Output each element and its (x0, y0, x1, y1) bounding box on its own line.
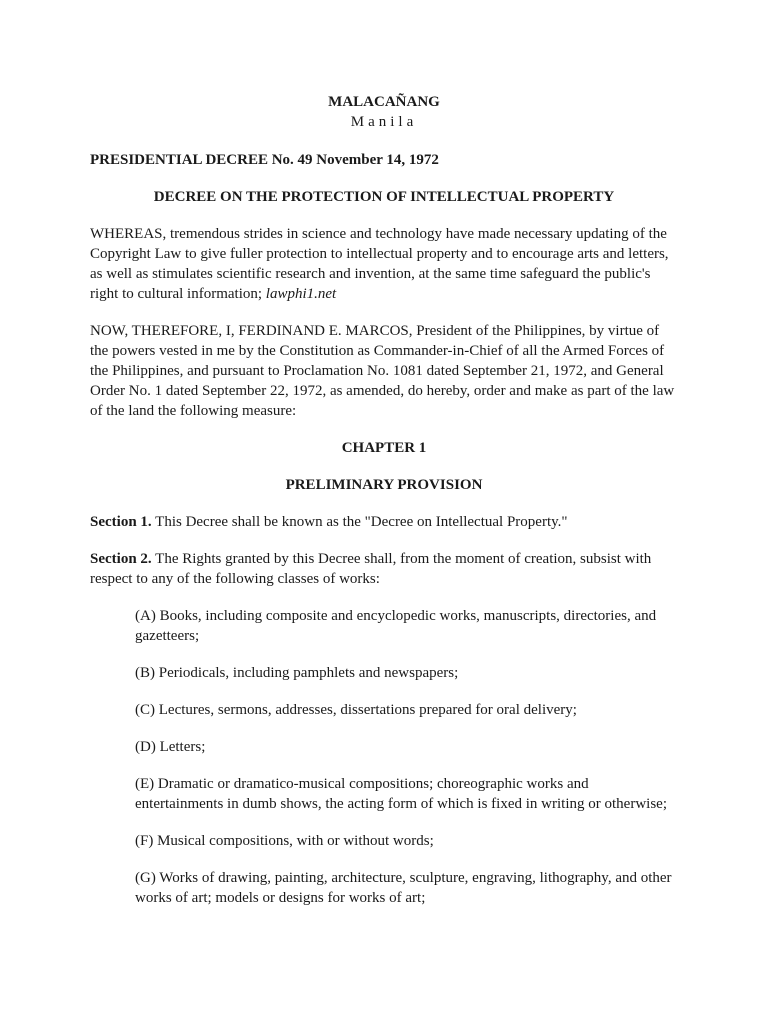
section-2-text: The Rights granted by this Decree shall, from the moment of creation, subsist with respect to any of the following classes of works: (90, 551, 652, 587)
works-item-a: (A) Books, including composite and encyclopedic works, manuscripts, directories, and gazetteers; (135, 608, 657, 644)
works-item-f: (F) Musical compositions, with or without words; (135, 833, 434, 849)
header-subtitle: Manila (350, 114, 418, 130)
chapter-title: PRELIMINARY PROVISION (285, 477, 483, 493)
works-item-b: (B) Periodicals, including pamphlets and newspapers; (135, 665, 459, 681)
section-1-text: This Decree shall be known as the "Decree on Intellectual Property." (151, 514, 568, 530)
section-1-label: Section 1. (90, 514, 152, 530)
section-2-label: Section 2. (90, 551, 152, 567)
now-therefore-paragraph: NOW, THEREFORE, I, FERDINAND E. MARCOS, President of the Philippines, by virtue of the powers vested in me by the Constitution as Commander-in-Chief of all the Armed Forces of the Philippines, and pursuant to Proclamation No. 1081 dated September 21, 1972, and General Order No. 1 dated September 22, 1972, as amended, do hereby, order and make as part of the law of the land the following measure: (90, 323, 675, 419)
works-item-g: (G) Works of drawing, painting, architecture, sculpture, engraving, lithography, and other works of art; models or designs for works of art; (135, 870, 672, 906)
section-1 (90, 512, 678, 532)
source-watermark: lawphi1.net (265, 286, 337, 302)
decree-number-line: PRESIDENTIAL DECREE No. 49 November 14, 1972 (90, 152, 439, 168)
whereas-text: WHEREAS, tremendous strides in science and technology have made necessary updating of the Copyright Law to give fuller protection to intellectual property and to encourage arts and letters, as well as stimulates scientific research and invention, at the same time safeguard the public's right to cultural information; (90, 226, 669, 302)
works-item-c: (C) Lectures, sermons, addresses, dissertations prepared for oral delivery; (135, 702, 577, 718)
works-item-e: (E) Dramatic or dramatico-musical compositions; choreographic works and entertainments in dumb shows, the acting form of which is fixed in writing or otherwise; (135, 776, 667, 812)
section-2 (90, 549, 678, 589)
works-list (90, 606, 678, 908)
works-item-d: (D) Letters; (135, 739, 206, 755)
whereas-paragraph (90, 224, 678, 304)
decree-title: DECREE ON THE PROTECTION OF INTELLECTUAL PROPERTY (153, 189, 615, 205)
header-title: MALACAÑANG (328, 94, 440, 110)
chapter-number: CHAPTER 1 (341, 440, 427, 456)
